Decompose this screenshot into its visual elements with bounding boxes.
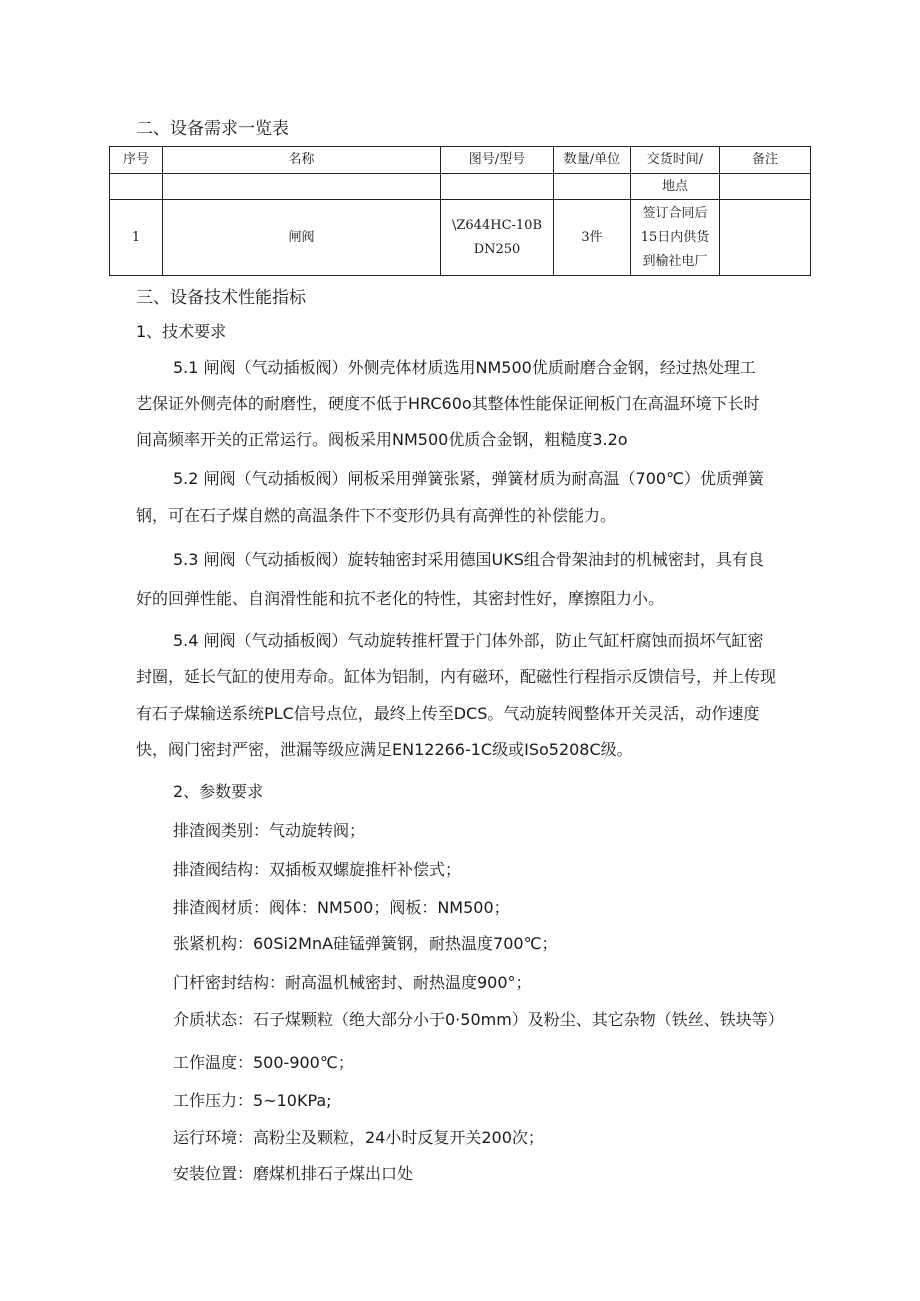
header-delivery: 交货时间/ [631,147,720,174]
cell-seq: 1 [110,200,163,276]
table-header-row-2 [110,174,811,200]
cell-model [441,200,554,276]
table-row [110,200,811,276]
cell-model-line2: DN250 [473,241,521,257]
cell-delivery [631,200,720,276]
header-cell-empty [110,174,163,200]
header-qty: 数量/单位 [554,147,631,174]
header-cell-empty [441,174,554,200]
param-line: 工作压力：5~10KPa; [173,1091,332,1110]
paragraph-5-4-line: 5.4 闸阀（气动插板阀）气动旋转推杆置于门体外部，防止气缸杆腐蚀而损坏气缸密 [173,631,764,650]
paragraph-5-2-line: 5.2 闸阀（气动插板阀）闸板采用弹簧张紧，弹簧材质为耐高温（700℃）优质弹簧 [173,469,765,488]
section-title-tech-specs: 三、设备技术性能指标 [136,288,306,308]
cell-delivery-line1: 签订合同后 [642,205,708,221]
cell-model-line1: \Z644HC-10B [452,217,542,233]
param-line: 张紧机构：60Si2MnA硅锰弹簧钢，耐热温度700℃； [173,934,558,953]
param-line: 排渣阀类别：气动旋转阀； [173,821,366,840]
header-name: 名称 [163,147,441,174]
paragraph-5-2-line: 钢，可在石子煤自燃的高温条件下不变形仍具有高弹性的补偿能力。 [136,506,617,525]
header-delivery-place: 地点 [631,174,720,200]
table-header-row [110,147,811,174]
param-line: 安装位置：磨煤机排石子煤出口处 [173,1164,414,1183]
header-cell-empty [163,174,441,200]
param-line: 门杆密封结构：耐高温机械密封、耐热温度900°； [173,973,532,992]
section-title-equipment-list: 二、设备需求一览表 [136,119,289,139]
paragraph-5-3-line: 5.3 闸阀（气动插板阀）旋转轴密封采用德国UKS组合骨架油封的机械密封，具有良 [173,550,764,569]
header-remark: 备注 [720,147,811,174]
equipment-table [109,146,811,276]
param-line: 运行环境：高粉尘及颗粒，24小时反复开关200次； [173,1128,544,1147]
paragraph-5-1-line: 间高频率开关的正常运行。阀板采用NM500优质合金钢，粗糙度3.2o [136,430,628,449]
header-cell-empty [554,174,631,200]
header-seq: 序号 [110,147,163,174]
param-line: 工作温度：500-900℃； [173,1053,354,1072]
header-cell-empty [720,174,811,200]
paragraph-5-3-line: 好的回弹性能、自润滑性能和抗不老化的特性，其密封性好，摩擦阻力小。 [136,589,665,608]
paragraph-5-4-line: 封圈，延长气缸的使用寿命。缸体为铝制，内有磁环，配磁性行程指示反馈信号，并上传现 [136,667,777,686]
header-model: 图号/型号 [441,147,554,174]
subsection-tech-requirements: 1、技术要求 [136,322,227,341]
cell-remark [720,200,811,276]
paragraph-5-1-line: 5.1 闸阀（气动插板阀）外侧壳体材质选用NM500优质耐磨合金钢，经过热处理工 [173,358,756,377]
cell-delivery-line3: 到榆社电厂 [642,253,708,269]
cell-name: 闸阀 [163,200,441,276]
param-line: 排渣阀材质：阀体：NM500；阀板：NM500； [173,898,510,917]
paragraph-5-1-line: 艺保证外侧壳体的耐磨性，硬度不低于HRC60o其整体性能保证闸板门在高温环境下长时 [136,394,760,413]
param-line: 排渣阀结构：双插板双螺旋推杆补偿式； [173,860,462,879]
subsection-parameters: 2、参数要求 [173,782,264,801]
paragraph-5-4-line: 快，阀门密封严密，泄漏等级应满足EN12266-1C级或ISo5208C级。 [136,740,633,759]
cell-delivery-line2: 15日内供货 [640,229,710,245]
cell-qty: 3件 [554,200,631,276]
param-line: 介质状态：石子煤颗粒（绝大部分小于0·50mm）及粉尘、其它杂物（铁丝、铁块等） [173,1010,784,1029]
paragraph-5-4-line: 有石子煤输送系统PLC信号点位，最终上传至DCS。气动旋转阀整体开关灵活，动作速度 [136,704,760,723]
